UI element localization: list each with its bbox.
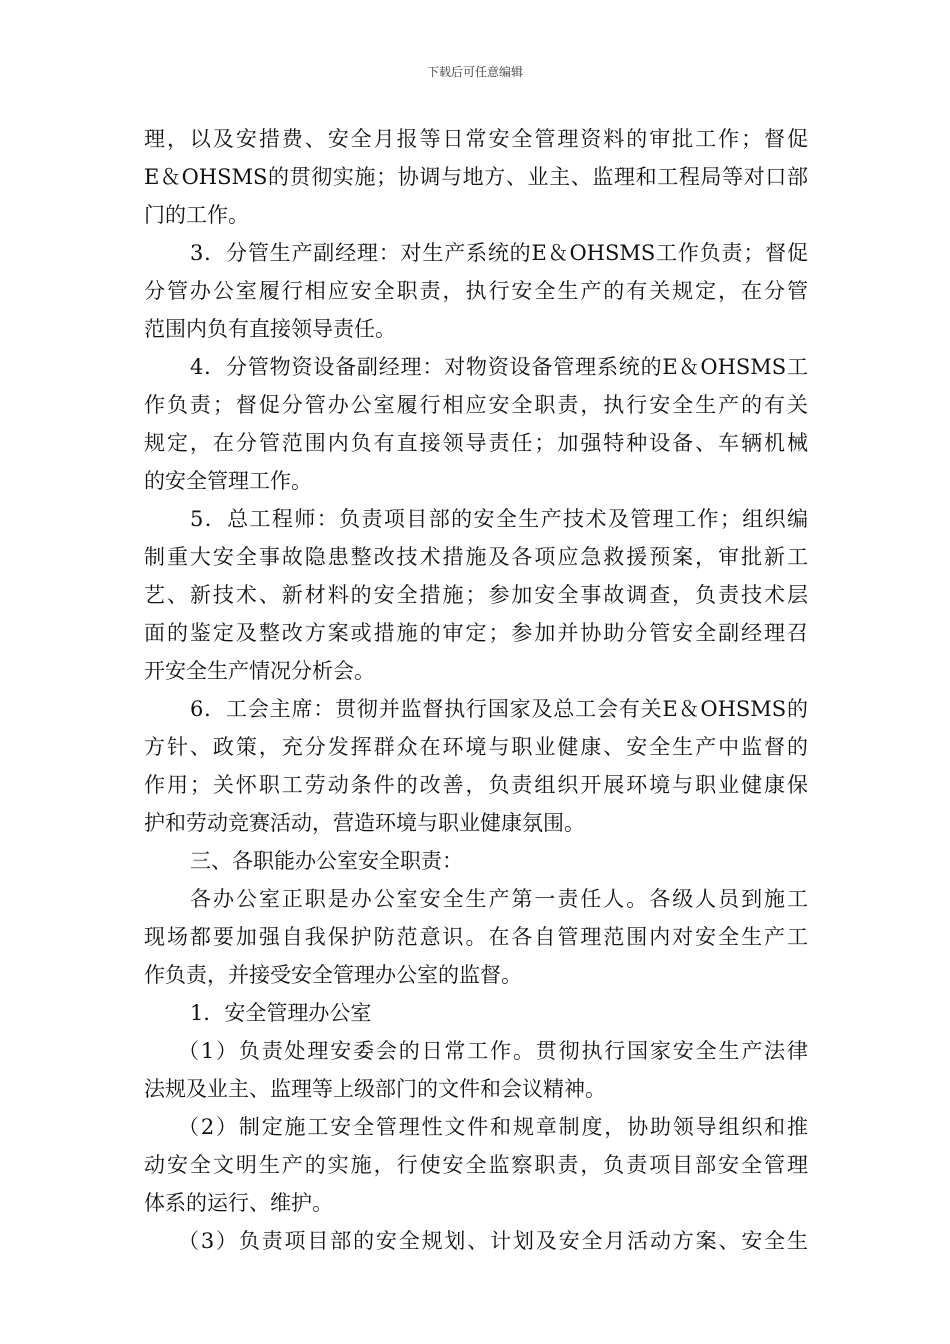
text-line: 方针、政策，充分发挥群众在环境与职业健康、安全生产中监督的 xyxy=(144,735,808,759)
text-line: 艺、新技术、新材料的安全措施；参加安全事故调查，负责技术层 xyxy=(144,583,808,607)
text-line: 4．分管物资设备副经理：对物资设备管理系统的E＆OHSMS工 xyxy=(190,355,808,379)
section-heading: 三、各职能办公室安全职责： xyxy=(190,849,463,873)
text-line: 门的工作。 xyxy=(144,203,249,227)
text-line: E＆OHSMS的贯彻实施；协调与地方、业主、监理和工程局等对口部 xyxy=(144,165,808,189)
text-line: 制重大安全事故隐患整改技术措施及各项应急救援预案，审批新工 xyxy=(144,545,808,569)
text-line: 开安全生产情况分析会。 xyxy=(144,659,375,683)
subsection-heading: 1．安全管理办公室 xyxy=(190,1001,372,1025)
text-line: 作用；关怀职工劳动条件的改善，负责组织开展环境与职业健康保 xyxy=(144,773,808,797)
text-line: 现场都要加强自我保护防范意识。在各自管理范围内对安全生产工 xyxy=(144,925,808,949)
document-body xyxy=(144,120,808,1260)
text-line: 作负责，并接受安全管理办公室的监督。 xyxy=(144,963,522,987)
page-header: 下载后可任意编辑 xyxy=(426,65,523,79)
text-line: 分管办公室履行相应安全职责，执行安全生产的有关规定，在分管 xyxy=(144,279,808,303)
text-line: 6．工会主席：贯彻并监督执行国家及总工会有关E＆OHSMS的 xyxy=(190,697,808,721)
text-line: （1）负责处理安委会的日常工作。贯彻执行国家安全生产法律 xyxy=(178,1039,808,1063)
text-line: 3．分管生产副经理：对生产系统的E＆OHSMS工作负责；督促 xyxy=(190,241,808,265)
text-line: （3）负责项目部的安全规划、计划及安全月活动方案、安全生 xyxy=(178,1229,808,1253)
text-line: 的安全管理工作。 xyxy=(144,469,312,493)
text-line: 5．总工程师：负责项目部的安全生产技术及管理工作；组织编 xyxy=(190,507,808,531)
text-line: 法规及业主、监理等上级部门的文件和会议精神。 xyxy=(144,1077,606,1101)
text-line: 规定，在分管范围内负有直接领导责任；加强特种设备、车辆机械 xyxy=(144,431,808,455)
text-line: 范围内负有直接领导责任。 xyxy=(144,317,396,341)
text-line: 各办公室正职是办公室安全生产第一责任人。各级人员到施工 xyxy=(190,887,808,911)
text-line: 理，以及安措费、安全月报等日常安全管理资料的审批工作；督促 xyxy=(144,127,808,151)
text-line: （2）制定施工安全管理性文件和规章制度，协助领导组织和推 xyxy=(178,1115,808,1139)
text-line: 面的鉴定及整改方案或措施的审定；参加并协助分管安全副经理召 xyxy=(144,621,808,645)
text-line: 作负责；督促分管办公室履行相应安全职责，执行安全生产的有关 xyxy=(144,393,808,417)
text-line: 护和劳动竞赛活动，营造环境与职业健康氛围。 xyxy=(144,811,585,835)
text-line: 动安全文明生产的实施，行使安全监察职责，负责项目部安全管理 xyxy=(144,1153,808,1177)
text-line: 体系的运行、维护。 xyxy=(144,1191,333,1215)
